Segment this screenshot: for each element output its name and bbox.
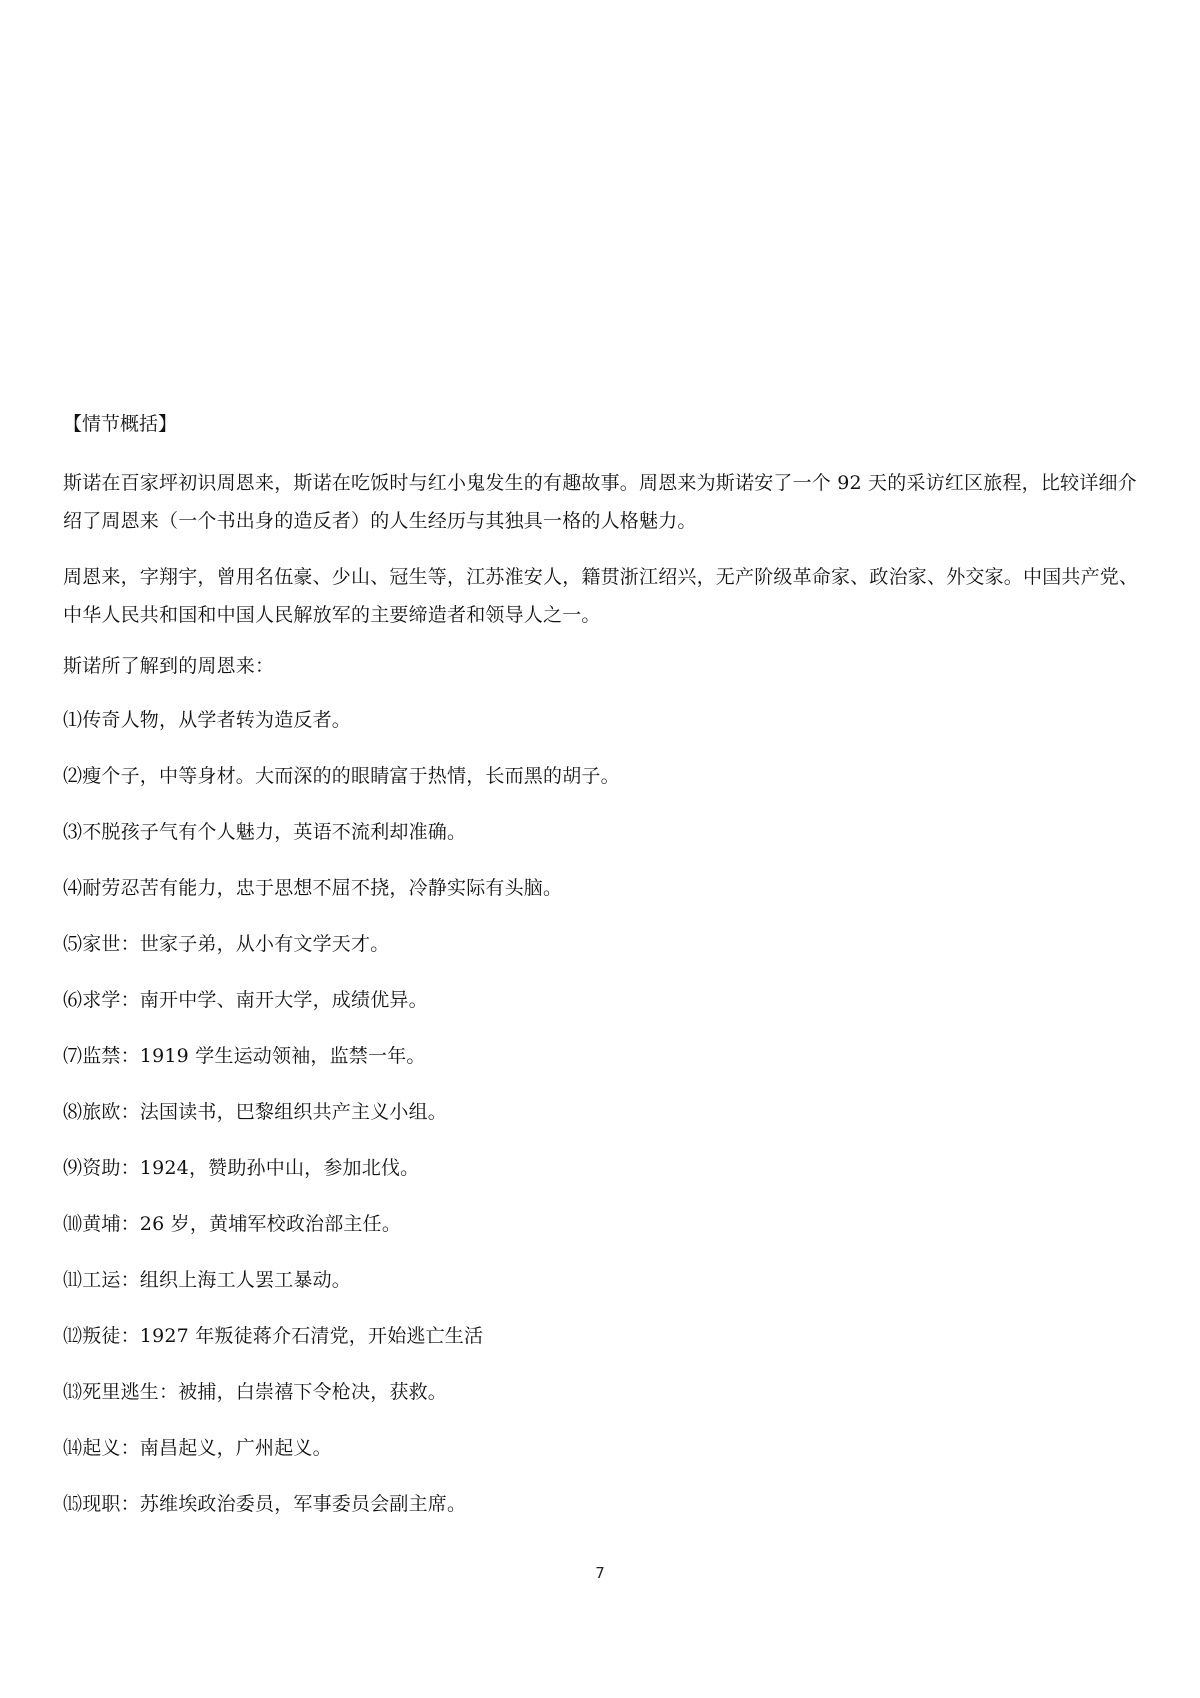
list-item: ⒁起义：南昌起义，广州起义。 [63,1437,332,1459]
section-heading: 【情节概括】 [63,413,178,435]
list-item: ⑺监禁：1919 学生运动领袖，监禁一年。 [63,1045,426,1067]
fact-list [63,706,1143,1546]
biography-paragraph: 周恩来，字翔宇，曾用名伍豪、少山、冠生等，江苏淮安人，籍贯浙江绍兴，无产阶级革命家、政治家、外交家。中国共产党、中华人民共和国和中国人民解放军的主要缔造者和领导人之一。 [63,566,1139,626]
list-item: ⑶不脱孩子气有个人魅力，英语不流利却准确。 [63,821,467,843]
list-item: ⑼资助：1924，赞助孙中山，参加北伐。 [63,1157,420,1179]
list-item: ⑹求学：南开中学、南开大学，成绩优异。 [63,989,428,1011]
list-item: ⑿叛徒：1927 年叛徒蒋介石清党，开始逃亡生活 [63,1325,484,1347]
list-item: ⒂现职：苏维埃政治委员，军事委员会副主席。 [63,1493,467,1515]
list-intro: 斯诺所了解到的周恩来： [63,655,275,677]
list-item: ⑴传奇人物，从学者转为造反者。 [63,709,352,731]
page-number: 7 [595,1564,605,1582]
list-item: ⑾工运：组织上海工人罢工暴动。 [63,1269,352,1291]
document-content [63,410,1143,1546]
list-item: ⑸家世：世家子弟，从小有文学天才。 [63,933,390,955]
list-item: ⑽黄埔：26 岁，黄埔军校政治部主任。 [63,1213,402,1235]
list-item: ⑷耐劳忍苦有能力，忠于思想不屈不挠，冷静实际有头脑。 [63,877,563,899]
list-item: ⒀死里逃生：被捕，白崇禧下令枪决，获救。 [63,1381,448,1403]
list-item: ⑻旅欧：法国读书，巴黎组织共产主义小组。 [63,1101,448,1123]
list-item: ⑵瘦个子，中等身材。大而深的的眼睛富于热情，长而黑的胡子。 [63,765,620,787]
plot-summary-paragraph: 斯诺在百家坪初识周恩来，斯诺在吃饭时与红小鬼发生的有趣故事。周恩来为斯诺安了一个 92 天的采访红区旅程，比较详细介绍了周恩来（一个书出身的造反者）的人生经历与其独具一格的人格魅力。 [63,472,1137,532]
